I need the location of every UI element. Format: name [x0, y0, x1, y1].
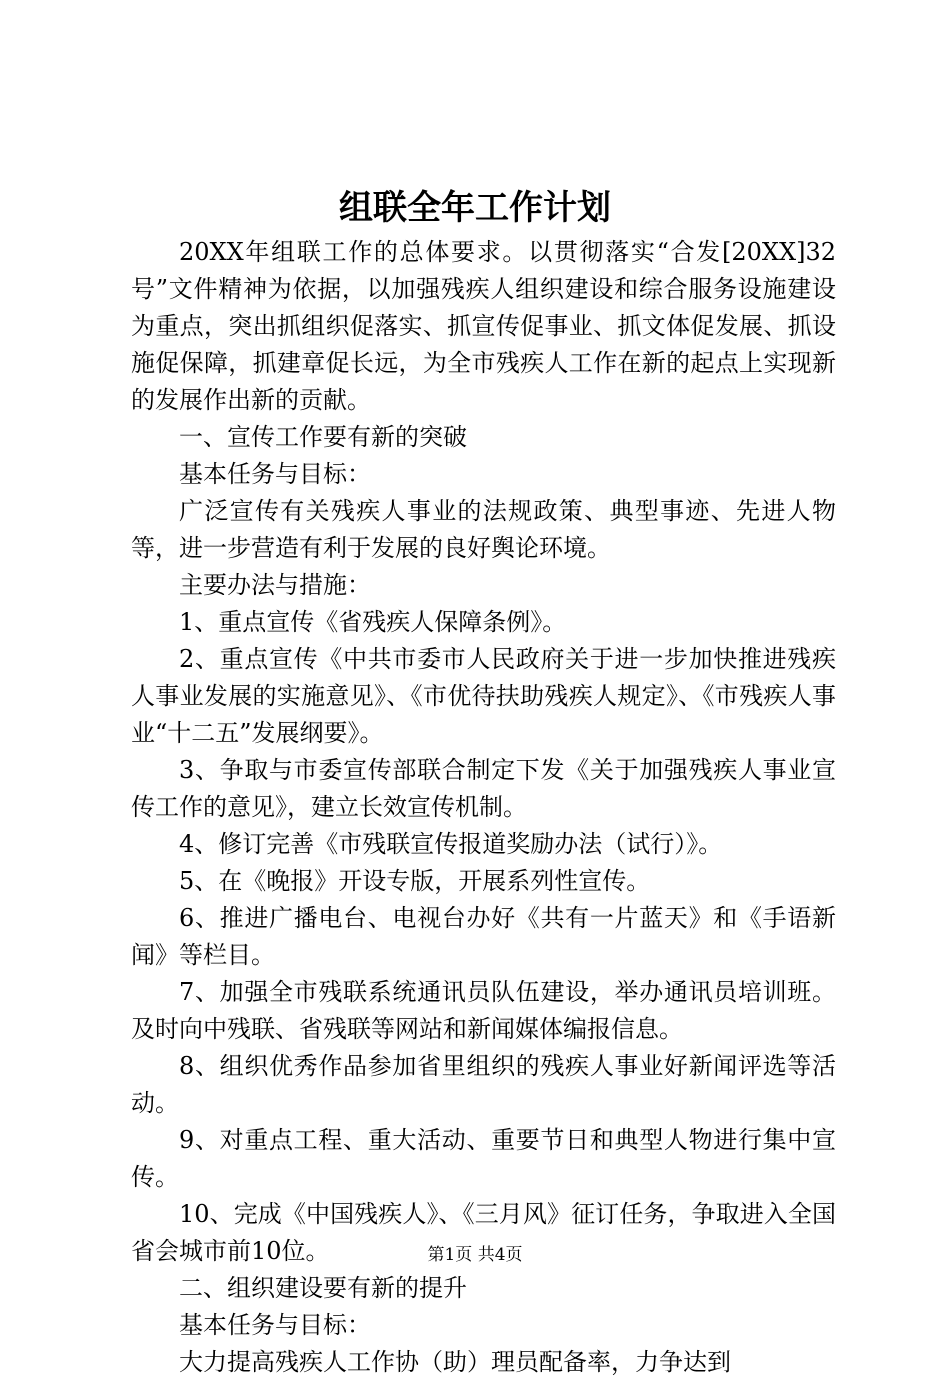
list-item-8: 8、组织优秀作品参加省里组织的残疾人事业好新闻评选等活动。: [131, 1052, 836, 1117]
document-body: [131, 234, 836, 1381]
list-item-3: 3、争取与市委宣传部联合制定下发《关于加强残疾人事业宣传工作的意见》，建立长效宣传机制。: [131, 756, 836, 821]
list-item-2: 2、重点宣传《中共市委市人民政府关于进一步加快推进残疾人事业发展的实施意见》、《市优待扶助残疾人规定》、《市残疾人事业“十二五”发展纲要》。: [131, 645, 836, 747]
document-title: 组联全年工作计划: [339, 188, 611, 228]
heading-section-1: 一、宣传工作要有新的突破: [179, 423, 467, 451]
page-number-footer: 第1页 共4页: [427, 1245, 523, 1265]
paragraph-publicity-goal: 广泛宣传有关残疾人事业的法规政策、典型事迹、先进人物等，进一步营造有利于发展的良好舆论环境。: [131, 497, 836, 562]
subheading-measures: 主要办法与措施：: [179, 571, 371, 599]
paragraph-general-requirements: 20XX年组联工作的总体要求。以贯彻落实“合发[20XX]32号”文件精神为依据，以加强残疾人组织建设和综合服务设施建设为重点，突出抓组织促落实、抓宣传促事业、抓文体促发展、抓设施促保障，抓建章促长远，为全市残疾人工作在新的起点上实现新的发展作出新的贡献。: [131, 238, 836, 414]
paragraph-organization-goal: 大力提高残疾人工作协（助）理员配备率，力争达到: [179, 1348, 731, 1376]
subheading-tasks-goals-2: 基本任务与目标：: [179, 1311, 371, 1339]
list-item-4: 4、修订完善《市残联宣传报道奖励办法（试行）》。: [179, 830, 723, 858]
list-item-7: 7、加强全市残联系统通讯员队伍建设，举办通讯员培训班。及时向中残联、省残联等网站和新闻媒体编报信息。: [131, 978, 836, 1043]
heading-section-2: 二、组织建设要有新的提升: [179, 1274, 467, 1302]
list-item-5: 5、在《晚报》开设专版，开展系列性宣传。: [179, 867, 651, 895]
subheading-tasks-goals-1: 基本任务与目标：: [179, 460, 371, 488]
list-item-9: 9、对重点工程、重大活动、重要节日和典型人物进行集中宣传。: [131, 1126, 836, 1191]
list-item-10: 10、完成《中国残疾人》、《三月风》征订任务，争取进入全国省会城市前10位。: [131, 1200, 836, 1265]
list-item-1: 1、重点宣传《省残疾人保障条例》。: [179, 608, 567, 636]
list-item-6: 6、推进广播电台、电视台办好《共有一片蓝天》和《手语新闻》等栏目。: [131, 904, 836, 969]
